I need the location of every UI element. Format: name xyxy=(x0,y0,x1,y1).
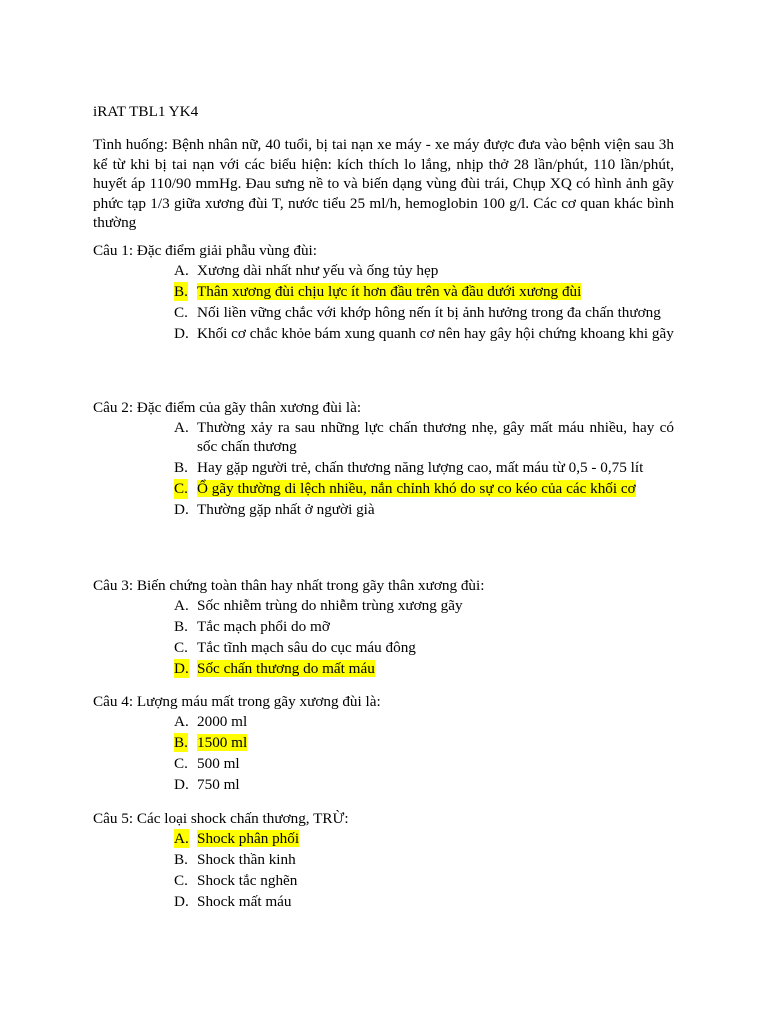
option-text: Thường xảy ra sau những lực chấn thương nhẹ, gây mất máu nhiều, hay có sốc chấn thương xyxy=(197,418,674,455)
option-letter: A. xyxy=(174,829,189,847)
option-text: 2000 ml xyxy=(197,712,248,730)
option-c-highlighted xyxy=(93,479,674,499)
question-text: Câu 5: Các loại shock chấn thương, TRỪ: xyxy=(93,810,349,827)
option-text: Ổ gãy thường di lệch nhiều, nắn chỉnh khó do sự co kéo của các khối cơ xyxy=(197,480,636,497)
option-text: 1500 ml xyxy=(197,733,248,751)
option-c xyxy=(93,754,674,774)
question-text: Câu 2: Đặc điểm của gãy thân xương đùi là: xyxy=(93,399,362,416)
option-letter: C. xyxy=(174,871,188,889)
option-text: Khối cơ chắc khỏe bám xung quanh cơ nên hay gây hội chứng khoang khi gãy xyxy=(197,324,674,342)
option-b-highlighted xyxy=(93,733,674,753)
option-list xyxy=(93,596,674,679)
question-5 xyxy=(93,809,674,913)
option-text: Thường gặp nhất ở người già xyxy=(197,501,375,518)
option-list xyxy=(93,829,674,912)
option-letter: D. xyxy=(174,659,189,677)
option-b-highlighted xyxy=(93,282,674,302)
question-2 xyxy=(93,398,674,521)
option-letter: D. xyxy=(174,775,189,793)
option-letter: C. xyxy=(174,303,188,321)
clinical-situation: Tình huống: Bệnh nhân nữ, 40 tuổi, bị tai nạn xe máy - xe máy được đưa vào bệnh viện sau 3h kể từ khi bị tai nạn với các biểu hiện: kích thích lo lắng, nhịp thở 28 lần/phút, 110 lần/phút, huyết áp 110/90 mmHg. Đau sưng nề to và biến dạng vùng đùi trái, Chụp XQ có hình ảnh gãy phức tạp 1/3 giữa xương đùi T, nước tiểu 25 ml/h, hemoglobin 100 g/l. Các cơ quan khác bình thường xyxy=(93,136,674,231)
option-letter: C. xyxy=(174,480,188,497)
option-letter: D. xyxy=(174,501,189,518)
question-1 xyxy=(93,241,674,345)
option-letter: B. xyxy=(174,282,188,300)
option-text: Thân xương đùi chịu lực ít hơn đầu trên và đầu dưới xương đùi xyxy=(197,282,582,300)
option-d xyxy=(93,500,674,520)
question-3 xyxy=(93,576,674,680)
option-letter: A. xyxy=(174,418,189,436)
option-text: Nối liền vững chắc với khớp hông nến ít bị ảnh hưởng trong đa chấn thương xyxy=(197,303,661,321)
option-b xyxy=(93,458,674,478)
document-title: iRAT TBL1 YK4 xyxy=(93,103,199,120)
option-letter: B. xyxy=(174,617,188,635)
option-text: Tắc tĩnh mạch sâu do cục máu đông xyxy=(197,638,416,656)
option-text: Shock phân phối xyxy=(197,829,300,847)
option-a-highlighted xyxy=(93,829,674,849)
question-text: Câu 1: Đặc điểm giải phẫu vùng đùi: xyxy=(93,242,317,259)
question-4 xyxy=(93,692,674,796)
option-d-highlighted xyxy=(93,659,674,679)
option-letter: D. xyxy=(174,324,189,342)
option-letter: C. xyxy=(174,638,188,656)
option-letter: C. xyxy=(174,754,188,772)
option-a xyxy=(93,418,674,457)
option-d xyxy=(93,324,674,344)
option-c xyxy=(93,871,674,891)
option-letter: B. xyxy=(174,733,188,751)
option-b xyxy=(93,617,674,637)
option-text: Sốc chấn thương do mất máu xyxy=(197,659,375,677)
option-text: Sốc nhiễm trùng do nhiễm trùng xương gãy xyxy=(197,596,463,614)
option-d xyxy=(93,892,674,912)
option-text: 500 ml xyxy=(197,754,240,772)
option-list xyxy=(93,712,674,795)
option-letter: B. xyxy=(174,459,188,476)
option-text: Xương dài nhất như yếu và ống tủy hẹp xyxy=(197,261,439,279)
option-text: Shock thần kinh xyxy=(197,850,296,868)
option-text: Shock mất máu xyxy=(197,892,292,910)
option-letter: A. xyxy=(174,712,189,730)
option-a xyxy=(93,596,674,616)
question-text: Câu 4: Lượng máu mất trong gãy xương đùi là: xyxy=(93,693,381,710)
option-text: 750 ml xyxy=(197,775,240,793)
option-list xyxy=(93,261,674,344)
option-list xyxy=(93,418,674,520)
option-text: Tắc mạch phổi do mỡ xyxy=(197,617,330,635)
option-c xyxy=(93,638,674,658)
option-d xyxy=(93,775,674,795)
option-letter: A. xyxy=(174,261,189,279)
option-b xyxy=(93,850,674,870)
option-c xyxy=(93,303,674,323)
option-text: Hay gặp người trẻ, chấn thương năng lượng cao, mất máu từ 0,5 - 0,75 lít xyxy=(197,459,644,476)
option-letter: B. xyxy=(174,850,188,868)
option-letter: A. xyxy=(174,596,189,614)
question-text: Câu 3: Biến chứng toàn thân hay nhất trong gãy thân xương đùi: xyxy=(93,577,485,594)
option-letter: D. xyxy=(174,892,189,910)
option-text: Shock tắc nghẽn xyxy=(197,871,298,889)
option-a xyxy=(93,261,674,281)
option-a xyxy=(93,712,674,732)
